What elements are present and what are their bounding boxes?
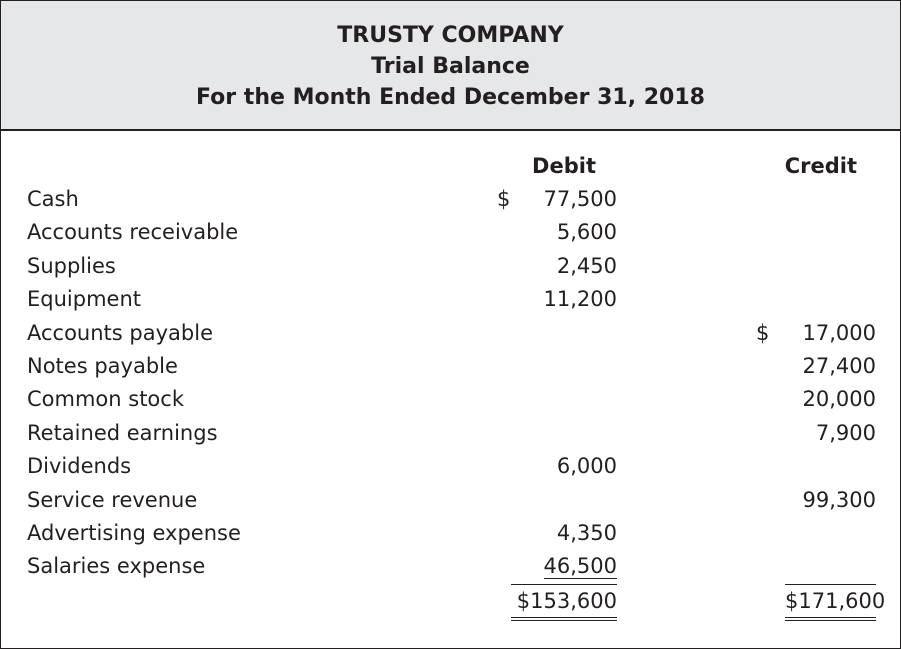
account-name: Accounts payable: [27, 320, 213, 345]
credit-value: 17,000: [802, 320, 876, 345]
debit-amount: [497, 183, 617, 216]
credit-amount: [756, 484, 876, 517]
debit-value: 11,200: [543, 287, 617, 312]
table-row: [1, 283, 900, 316]
currency-symbol: $: [756, 320, 770, 345]
account-name: Common stock: [27, 387, 184, 412]
table-row: [1, 484, 900, 517]
debit-amount: [497, 283, 617, 316]
debit-value: 5,600: [556, 220, 617, 245]
table-row: [1, 350, 900, 383]
table-row: [1, 250, 900, 283]
totals-row: [1, 584, 900, 618]
account-name: Accounts receivable: [27, 220, 239, 245]
account-name: Supplies: [27, 253, 116, 278]
credit-amount: [756, 383, 876, 416]
credit-column-header: Credit: [784, 154, 857, 178]
company-name: TRUSTY COMPANY: [337, 23, 564, 48]
account-name: Cash: [27, 187, 79, 211]
table-row: [1, 183, 900, 216]
table-row: [1, 317, 900, 350]
currency-symbol: $: [497, 187, 511, 211]
debit-amount: [497, 450, 617, 483]
credit-value: 99,300: [802, 487, 876, 512]
table-row: [1, 417, 900, 450]
debit-value: 6,000: [556, 454, 617, 479]
credit-amount: [756, 350, 876, 383]
statement-title: Trial Balance: [371, 54, 530, 79]
statement-header: [1, 1, 900, 131]
account-name: Notes payable: [27, 353, 178, 378]
debit-amount: [497, 216, 617, 249]
debit-amount: [497, 250, 617, 283]
credit-value: 7,900: [815, 420, 876, 445]
debit-value: 4,350: [556, 520, 617, 545]
debit-column-header: Debit: [532, 154, 596, 178]
table-row: [1, 216, 900, 249]
account-name: Salaries expense: [27, 554, 206, 579]
debit-amount: [497, 517, 617, 550]
table-row: [1, 450, 900, 483]
statement-period: For the Month Ended December 31, 2018: [196, 85, 705, 110]
account-name: Dividends: [27, 454, 132, 479]
credit-value: 27,400: [802, 353, 876, 378]
table-row: [1, 383, 900, 416]
account-name: Service revenue: [27, 487, 198, 512]
account-name: Equipment: [27, 287, 141, 312]
credit-amount: [756, 417, 876, 450]
account-name: Advertising expense: [27, 520, 241, 545]
table-row: [1, 550, 900, 583]
credit-total: $171,600: [785, 584, 876, 621]
credit-amount: [756, 317, 876, 350]
debit-value: 46,500: [543, 554, 617, 579]
debit-amount: [497, 550, 617, 583]
debit-value: 2,450: [556, 253, 617, 278]
account-name: Retained earnings: [27, 420, 218, 445]
credit-value: 20,000: [802, 387, 876, 412]
debit-value: 77,500: [543, 187, 617, 211]
table-row: [1, 517, 900, 550]
account-rows: [1, 183, 900, 584]
debit-total: $153,600: [511, 584, 617, 621]
